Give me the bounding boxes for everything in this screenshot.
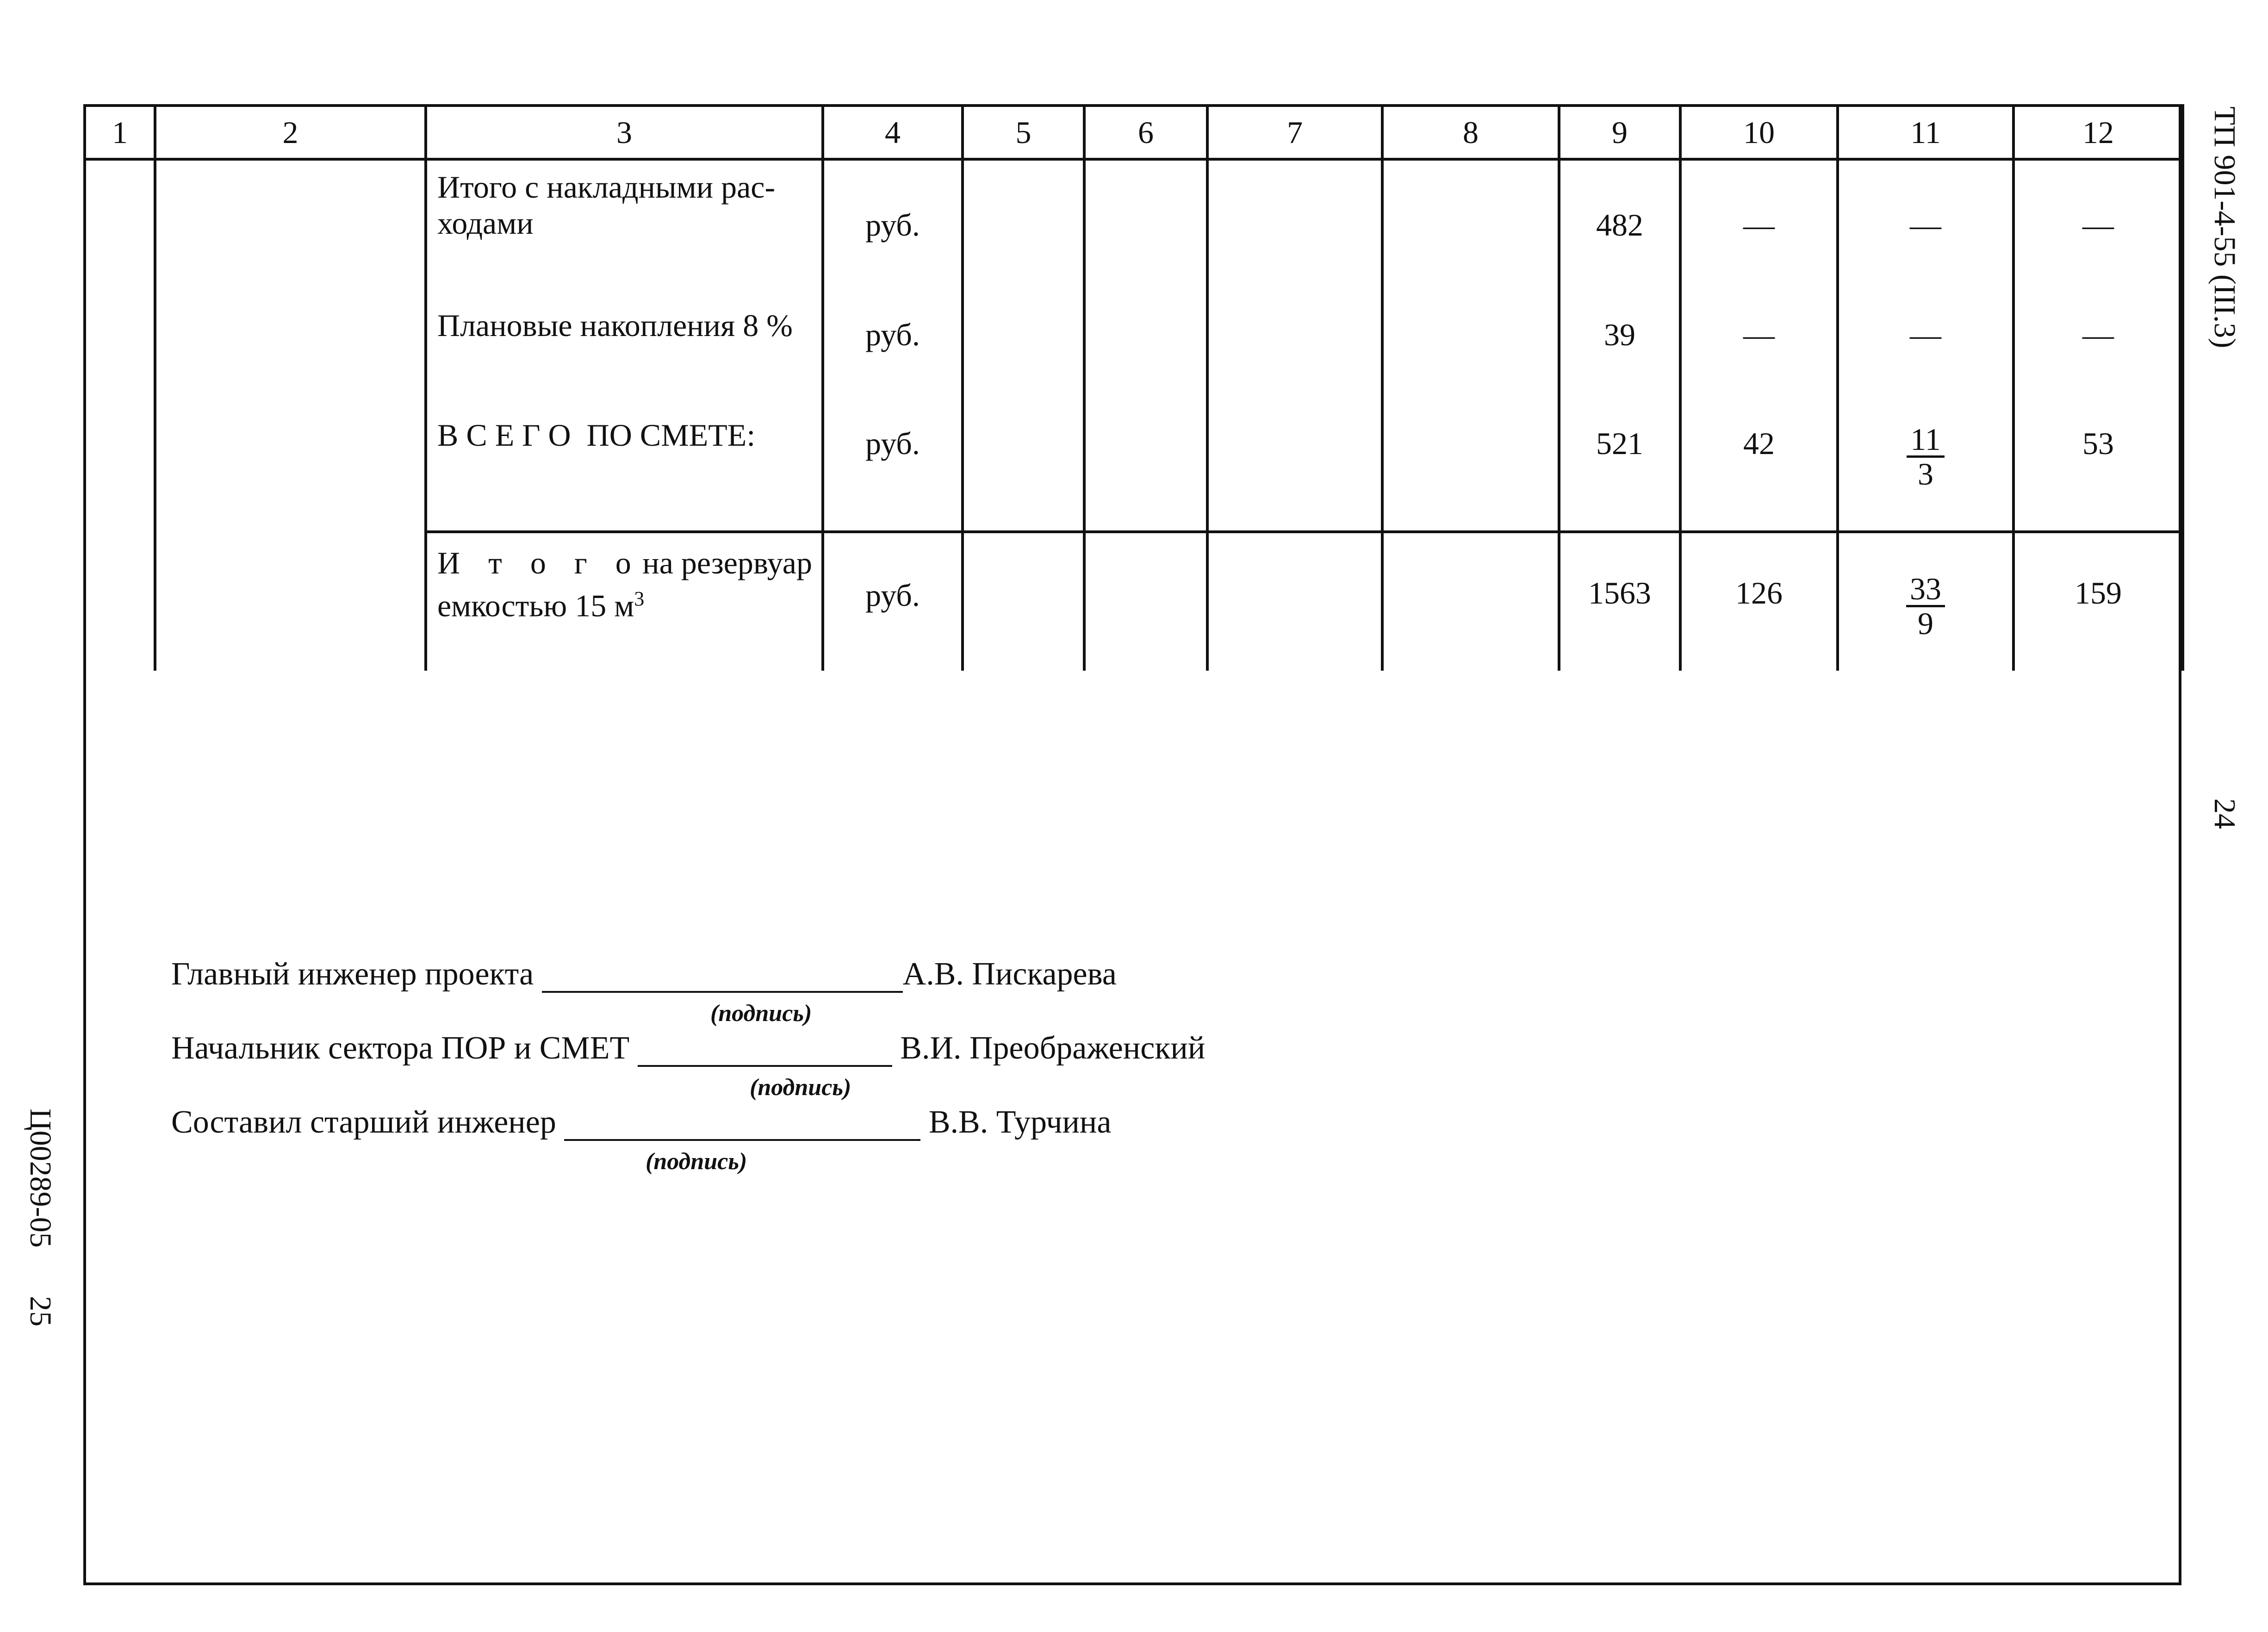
signature-role: Начальник сектора ПОР и СМЕТ <box>171 1030 630 1066</box>
signature-hint: (подпись) <box>750 1074 851 1101</box>
unit: руб. <box>865 578 920 613</box>
value: 39 <box>1604 317 1635 352</box>
row-label: на резервуар <box>642 545 812 580</box>
value: — <box>2082 207 2114 243</box>
value: 521 <box>1596 426 1643 461</box>
signature-line-sector-head <box>171 1030 1205 1067</box>
col-header: 3 <box>426 106 823 159</box>
col-header: 1 <box>85 106 155 159</box>
col-header: 9 <box>1559 106 1680 159</box>
numerator: 11 <box>1907 423 1944 458</box>
denominator: 3 <box>1917 456 1933 492</box>
estimate-table <box>83 104 2184 671</box>
signature-role: Главный инженер проекта <box>171 956 534 992</box>
table-row <box>85 159 2183 273</box>
signature-line-compiler <box>171 1104 1111 1141</box>
fraction <box>1906 573 1945 640</box>
value: — <box>1743 207 1775 243</box>
value: — <box>1743 317 1775 352</box>
signature-hint: (подпись) <box>646 1148 747 1175</box>
fraction <box>1907 423 1944 490</box>
value: 42 <box>1743 426 1775 461</box>
col-header: 11 <box>1838 106 2013 159</box>
value: — <box>1910 207 1941 243</box>
margin-doc-code-right: ТП 901-4-55 (III.3) <box>2208 106 2242 349</box>
row-label: И т о г о <box>437 545 641 580</box>
value: 53 <box>2082 426 2114 461</box>
value: 126 <box>1735 575 1783 610</box>
col-header: 5 <box>963 106 1084 159</box>
signature-blank <box>542 963 903 993</box>
signature-blank <box>638 1037 892 1067</box>
signature-blank <box>564 1111 920 1141</box>
col-header: 2 <box>155 106 426 159</box>
signature-role: Составил старший инженер <box>171 1104 556 1140</box>
value: — <box>2082 317 2114 352</box>
signature-name: А.В. Пискарева <box>902 956 1117 992</box>
col-header: 7 <box>1207 106 1382 159</box>
denominator: 9 <box>1918 606 1933 641</box>
value: — <box>1910 317 1941 352</box>
col-header: 12 <box>2013 106 2183 159</box>
margin-doc-code-left: Ц00289-05 <box>24 1109 57 1248</box>
col-header: 4 <box>823 106 963 159</box>
row-label: В С Е Г О ПО СМЕТЕ: <box>437 417 756 453</box>
margin-page-number-right: 24 <box>2208 798 2242 829</box>
header-row <box>85 106 2183 159</box>
value: 482 <box>1596 207 1643 243</box>
numerator: 33 <box>1906 573 1945 607</box>
signature-name: В.И. Преображенский <box>900 1030 1205 1066</box>
row-label: емкостью 15 м <box>437 588 634 623</box>
value: 159 <box>2075 575 2122 610</box>
signature-hint: (подпись) <box>710 1000 812 1027</box>
signature-name: В.В. Турчина <box>928 1104 1112 1140</box>
row-label: Итого с накладными рас- ходами <box>437 169 776 241</box>
superscript: 3 <box>634 587 645 610</box>
unit: руб. <box>865 426 920 461</box>
signature-line-chief-engineer <box>171 956 1117 993</box>
col-header: 10 <box>1680 106 1838 159</box>
unit: руб. <box>865 317 920 352</box>
col-header: 8 <box>1382 106 1559 159</box>
row-label: Плановые накопления 8 % <box>437 308 793 343</box>
margin-page-number-left: 25 <box>24 1296 57 1327</box>
value: 1563 <box>1588 575 1651 610</box>
unit: руб. <box>865 207 920 243</box>
col-header: 6 <box>1084 106 1207 159</box>
